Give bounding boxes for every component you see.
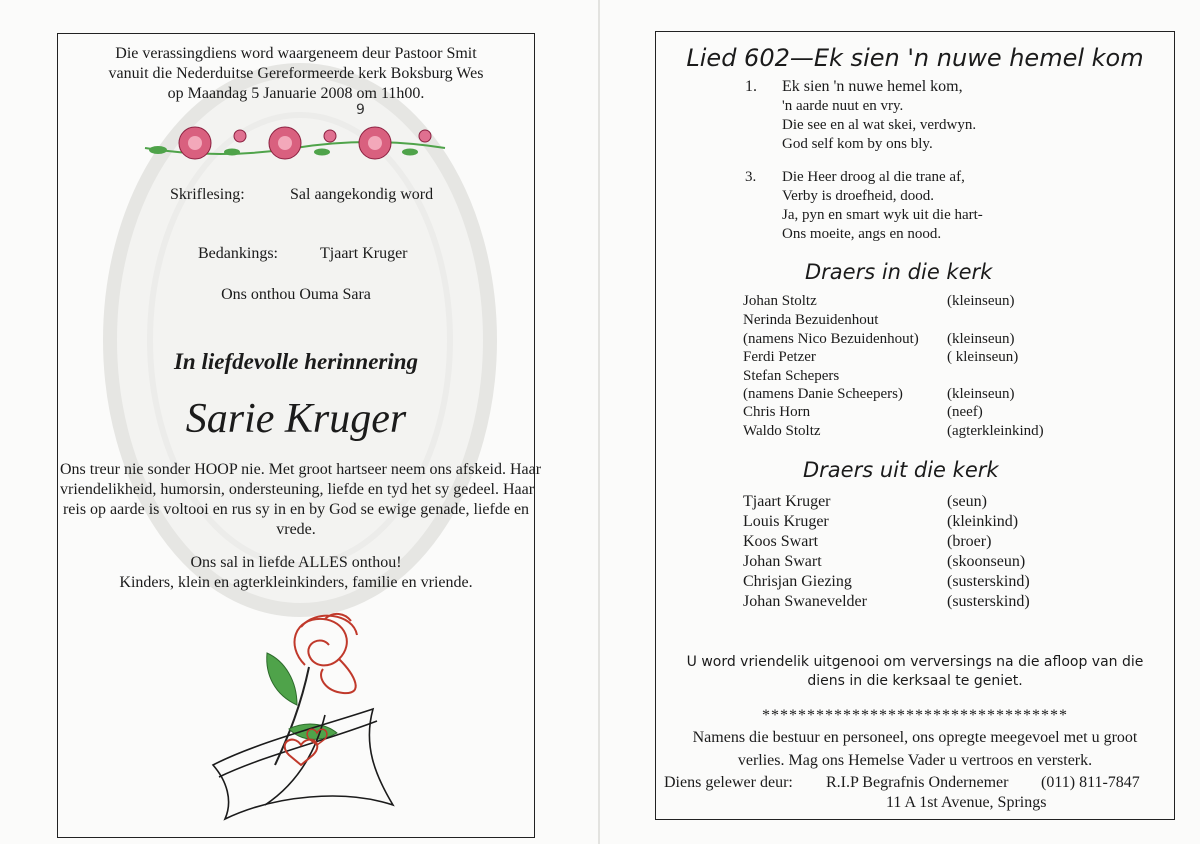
bearer-relation: (kleinseun) bbox=[947, 331, 1015, 347]
bearer-relation: (skoonseun) bbox=[947, 553, 1026, 570]
bearer-relation: (susterskind) bbox=[947, 593, 1030, 610]
bearer-name: (namens Danie Scheepers) bbox=[743, 386, 903, 402]
verse-1-line-3: Die see en al wat skei, verdwyn. bbox=[782, 117, 977, 133]
message-line-2: vriendelikheid, humorsin, ondersteuning, liefde en tyd het sy gedeel. Haar bbox=[60, 481, 535, 498]
bearers-out-heading: Draers uit die kerk bbox=[803, 458, 999, 482]
bearer-relation: (kleinkind) bbox=[947, 513, 1019, 530]
service-by-address: 11 A 1st Avenue, Springs bbox=[886, 794, 1047, 811]
bearer-in-row bbox=[743, 368, 1083, 388]
service-by-company: R.I.P Begrafnis Ondernemer bbox=[826, 774, 1009, 791]
bearer-relation: (seun) bbox=[947, 493, 987, 510]
bearer-name: Johan Swanevelder bbox=[743, 593, 867, 610]
bearer-in-row bbox=[743, 386, 1083, 406]
verse-1-number: 1. bbox=[745, 78, 757, 95]
bearer-out-row bbox=[743, 533, 1083, 553]
bearer-in-row bbox=[743, 331, 1083, 351]
bearer-name: (namens Nico Bezuidenhout) bbox=[743, 331, 919, 347]
bearer-out-row bbox=[743, 593, 1083, 613]
closing-line-1: Ons sal in liefde ALLES onthou! bbox=[190, 554, 402, 571]
closing-line-2: Kinders, klein en agterkleinkinders, familie en vriende. bbox=[119, 574, 473, 591]
verse-1-line-4: God self kom by ons bly. bbox=[782, 136, 933, 152]
bearer-in-row bbox=[743, 404, 1083, 424]
hymn-title: Lied 602—Ek sien 'n nuwe hemel kom bbox=[686, 44, 1144, 72]
bearer-relation: (susterskind) bbox=[947, 573, 1030, 590]
bearer-name: Tjaart Kruger bbox=[743, 493, 831, 510]
bearer-relation: (broer) bbox=[947, 533, 992, 550]
thanks-value: Tjaart Kruger bbox=[320, 245, 408, 262]
reading-label: Skriflesing: bbox=[170, 186, 245, 203]
bearers-in-heading: Draers in die kerk bbox=[805, 260, 993, 284]
bearer-relation: ( kleinseun) bbox=[947, 349, 1019, 365]
bearer-name: Louis Kruger bbox=[743, 513, 829, 530]
bearer-out-row bbox=[743, 513, 1083, 533]
bearer-name: Koos Swart bbox=[743, 533, 819, 550]
bearer-out-row bbox=[743, 553, 1083, 573]
bearer-name: Stefan Schepers bbox=[743, 368, 840, 384]
verse-1-line-1: Ek sien 'n nuwe hemel kom, bbox=[782, 78, 963, 95]
rose-drawing bbox=[205, 605, 405, 830]
bearer-out-row bbox=[743, 493, 1083, 513]
service-by-label: Diens gelewer deur: bbox=[664, 774, 793, 791]
service-by-phone: (011) 811-7847 bbox=[1041, 774, 1140, 791]
bearer-name: Nerinda Bezuidenhout bbox=[743, 312, 879, 328]
bearer-relation: (kleinseun) bbox=[947, 293, 1015, 309]
bearer-in-row bbox=[743, 293, 1083, 313]
verse-3-line-3: Ja, pyn en smart wyk uit die hart- bbox=[782, 207, 983, 223]
rose-border-decoration bbox=[140, 122, 450, 162]
remember-line: Ons onthou Ouma Sara bbox=[221, 286, 371, 303]
bearer-out-row bbox=[743, 573, 1083, 593]
service-line-1: Die verassingdiens word waargeneem deur Pastoor Smit bbox=[115, 45, 477, 62]
bearer-in-row bbox=[743, 349, 1083, 369]
invite-line-1: U word vriendelik uitgenooi om verversings na die afloop van die bbox=[686, 654, 1144, 670]
bearer-name: Ferdi Petzer bbox=[743, 349, 816, 365]
verse-3-number: 3. bbox=[745, 169, 757, 185]
condolence-line-1: Namens die bestuur en personeel, ons opregte meegevoel met u groot bbox=[692, 729, 1138, 746]
bearer-relation: (agterkleinkind) bbox=[947, 423, 1044, 439]
service-line-2: vanuit die Nederduitse Gereformeerde kerk Boksburg Wes bbox=[108, 65, 484, 82]
reading-value: Sal aangekondig word bbox=[290, 186, 434, 203]
bearer-in-row bbox=[743, 312, 1083, 332]
message-line-3: reis op aarde is voltooi en rus sy in en by God se ewige genade, liefde en bbox=[62, 501, 530, 518]
bearer-name: Chrisjan Giezing bbox=[743, 573, 852, 590]
verse-3-line-2: Verby is droefheid, dood. bbox=[782, 188, 935, 204]
bearer-relation: (kleinseun) bbox=[947, 386, 1015, 402]
bearer-name: Johan Stoltz bbox=[743, 293, 817, 309]
bearer-name: Johan Swart bbox=[743, 553, 822, 570]
page-fold bbox=[598, 0, 600, 844]
service-line-3: op Maandag 5 Januarie 2008 om 11h00. bbox=[167, 85, 425, 102]
message-line-4: vrede. bbox=[276, 521, 316, 538]
bearer-name: Waldo Stoltz bbox=[743, 423, 821, 439]
star-divider: ********************************** bbox=[762, 707, 1068, 724]
bearer-name: Chris Horn bbox=[743, 404, 811, 420]
message-line-1: Ons treur nie sonder HOOP nie. Met groot hartseer neem ons afskeid. Haar bbox=[60, 461, 542, 478]
thanks-label: Bedankings: bbox=[198, 245, 278, 262]
invite-line-2: diens in die kerksaal te geniet. bbox=[807, 673, 1023, 689]
deceased-name: Sarie Kruger bbox=[185, 396, 407, 442]
handwritten-correction: 9 bbox=[356, 102, 365, 118]
verse-3-line-1: Die Heer droog al die trane af, bbox=[782, 169, 965, 185]
condolence-line-2: verlies. Mag ons Hemelse Vader u vertroos en versterk. bbox=[737, 752, 1093, 769]
bearer-in-row bbox=[743, 423, 1083, 443]
verse-3-line-4: Ons moeite, angs en nood. bbox=[782, 226, 942, 242]
verse-1-line-2: 'n aarde nuut en vry. bbox=[782, 98, 904, 114]
memorial-heading: In liefdevolle herinnering bbox=[173, 349, 419, 374]
bearer-relation: (neef) bbox=[947, 404, 983, 420]
